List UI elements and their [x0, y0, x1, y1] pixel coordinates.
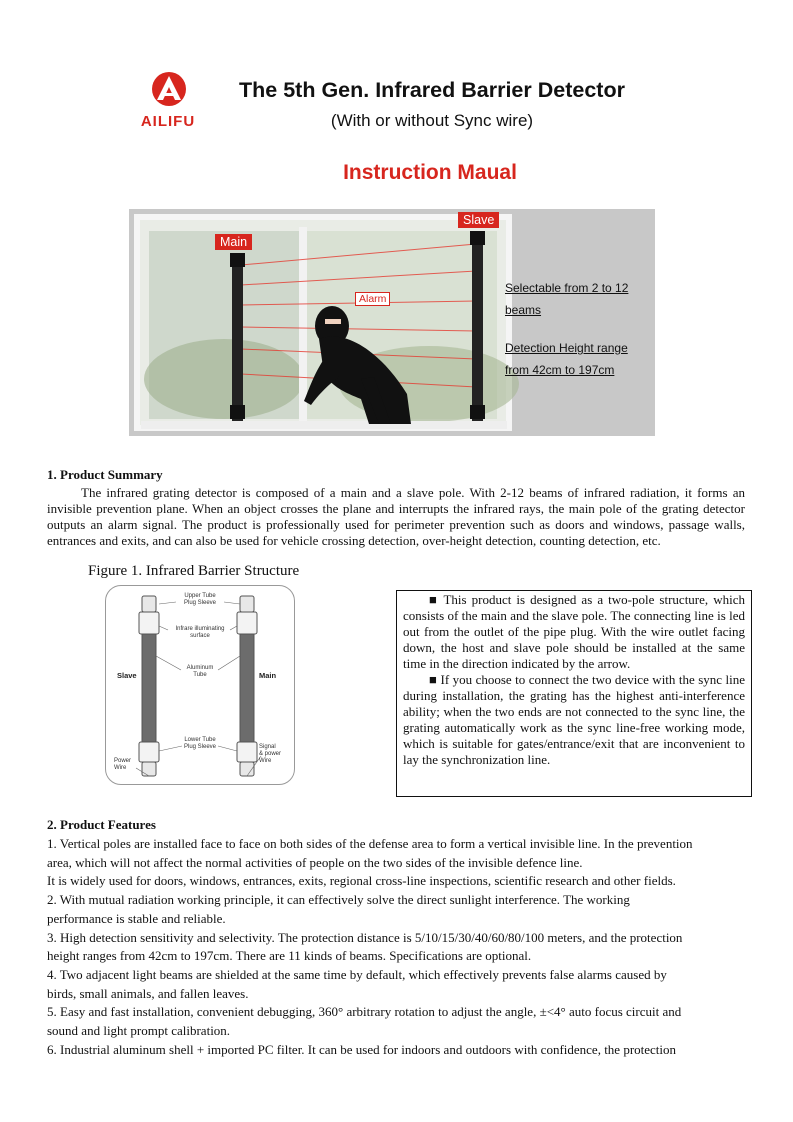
height-label-line2: from 42cm to 197cm — [505, 363, 615, 377]
structure-diagram — [105, 585, 295, 785]
upper-tube-label: Upper Tube Plug Sleeve — [183, 593, 217, 606]
features-line: area, which will not affect the normal activities of people on the two sides of the invisible defence line. — [47, 854, 583, 870]
figure-caption: Figure 1. Infrared Barrier Structure — [88, 563, 300, 579]
features-line: 2. With mutual radiation working principle, it can effectively solve the direct sunlight interference. The working — [47, 892, 630, 908]
features-heading: 2. Product Features — [47, 817, 156, 832]
aluminum-tube-label: Aluminum Tube — [186, 665, 214, 678]
note-paragraph-2: ■ If you choose to connect the two device with the sync line during installation, the grating has the highest anti-interference ability; when the two ends are not connected to the sync line, the grating automatically work as the sync line-free working mode, which is suitable for gates/entrance/exit that are inconvenient to lay the synchronization line. — [403, 672, 745, 767]
features-line: It is widely used for doors, windows, entrances, exits, regional cross-line inspections, scientific research and other fields. — [47, 873, 676, 889]
slave-pole-label: Slave — [117, 671, 137, 680]
features-line: 4. Two adjacent light beams are shielded at the same time by default, which effectively prevents false alarms caused by — [47, 966, 667, 982]
brand-name: AILIFU — [140, 113, 196, 130]
document-subtitle: (With or without Sync wire) — [330, 111, 534, 130]
document-title: The 5th Gen. Infrared Barrier Detector — [239, 78, 625, 102]
features-line: sound and light prompt calibration. — [47, 1023, 231, 1039]
summary-body: The infrared grating detector is composed of a main and a slave pole. With 2-12 beams of infrared radiation, it forms an invisible prevention plane. When an object crosses the plane and interrupts the infrared rays, the main pole of the grating detector outputs an alarm signal. The product is professionally used for perimeter prevention such as doors and windows, passage walls, entrances and exits, and can also be used for vehicle crossing detection, over-height detection, counting detection, etc. — [47, 485, 745, 548]
features-line: 1. Vertical poles are installed face to face on both sides of the defense area to form a vertical invisible line. In the prevention — [47, 836, 693, 851]
signal-wire-label: Signal & power Wire — [259, 744, 282, 764]
power-wire-label: Power Wire — [114, 758, 132, 771]
features-line: 6. Industrial aluminum shell + imported PC filter. It can be used for indoors and outdoors with confidence, the protection — [47, 1041, 677, 1057]
manual-title: Instruction Maual — [343, 161, 517, 184]
beams-label-line2: beams — [505, 303, 542, 317]
height-label — [505, 341, 628, 377]
installation-note-box — [396, 590, 752, 797]
beams-label — [505, 281, 628, 317]
main-pole-label: Main — [259, 671, 277, 680]
features-line: height ranges from 42cm to 197cm. There are 11 kinds of beams. Specifications are optional. — [47, 948, 532, 964]
features-line: 5. Easy and fast installation, convenient debugging, 360° arbitrary rotation to adjust the angle, ±<4° auto focus circuit and — [47, 1004, 682, 1020]
features-line: performance is stable and reliable. — [47, 910, 226, 926]
beams-label-line1: Selectable from 2 to 12 — [505, 281, 629, 295]
summary-heading: 1. Product Summary — [47, 467, 163, 482]
illuminating-surface-label: Infrare illuminating surface — [175, 626, 225, 639]
features-line: birds, small animals, and fallen leaves. — [47, 985, 249, 1001]
note-paragraph-1: ■ This product is designed as a two-pole structure, which consists of the main and the slave pole. The connecting line is led out from the outlet of the pipe plug. With the wire outlet facing down, the host and slave pole should be installed at the same time in the direction indicated by the arrow. — [403, 592, 745, 671]
features-list — [47, 835, 747, 1059]
main-pole-tag: Main — [215, 234, 252, 250]
height-label-line1: Detection Height range — [505, 341, 628, 355]
features-line: 3. High detection sensitivity and selectivity. The protection distance is 5/10/15/30/40/60/80/100 meters, and the protection — [47, 929, 683, 945]
alarm-tag: Alarm — [355, 292, 390, 306]
lower-tube-label: Lower Tube Plug Sleeve — [183, 737, 217, 750]
slave-pole-tag: Slave — [458, 212, 499, 228]
hero-image — [129, 209, 655, 436]
hero-illustration — [129, 209, 655, 436]
